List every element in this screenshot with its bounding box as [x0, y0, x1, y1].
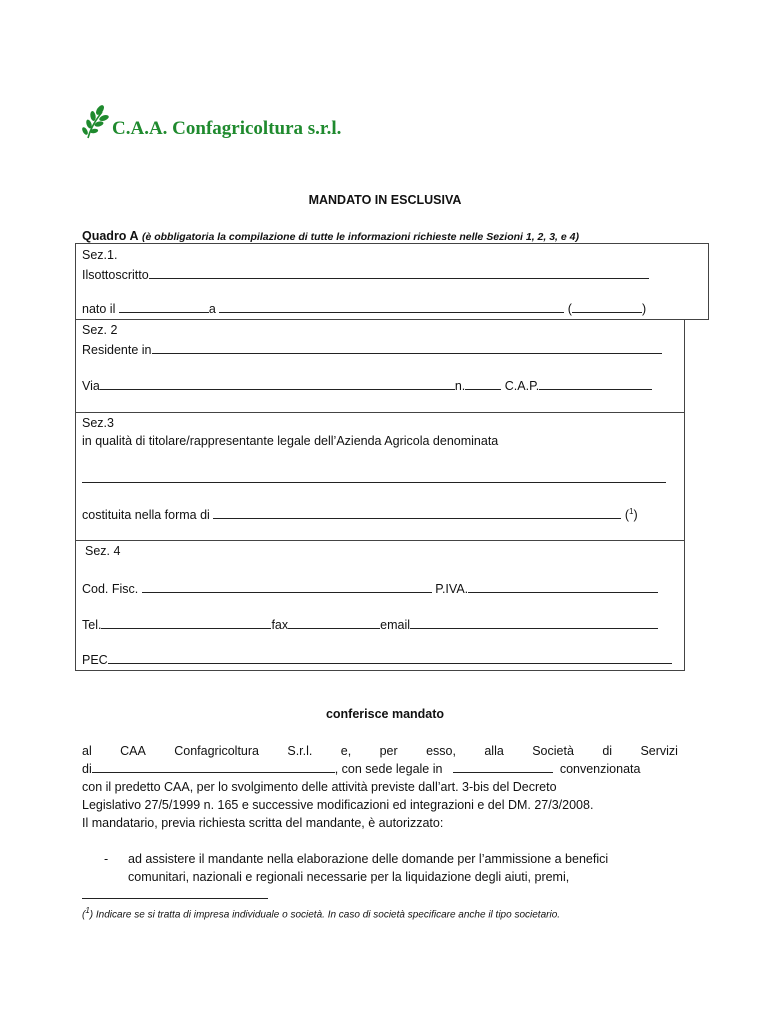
- piva-field[interactable]: [468, 580, 658, 593]
- sez2-box: [75, 319, 685, 413]
- sez4-title: Sez. 4: [85, 544, 121, 558]
- sez4-row-codfisc: [82, 580, 658, 596]
- paragraph-row-3: con il predetto CAA, per lo svolgimento delle attività previste dall’art. 3-bis del Decreto: [82, 780, 557, 794]
- mandato-paragraph: [82, 742, 678, 832]
- paragraph-row-5: Il mandatario, previa richiesta scritta del mandante, è autorizzato:: [82, 816, 444, 830]
- word: al: [82, 744, 92, 758]
- footnote-number: 1: [85, 906, 90, 915]
- sez2-row-residente: [82, 341, 662, 357]
- footnote-ref-number: 1: [628, 506, 634, 516]
- di-label: di: [82, 762, 92, 776]
- bullet-dash: -: [104, 852, 109, 866]
- sez1-row-sottoscritto: [82, 266, 649, 282]
- paragraph-row-4: Legislativo 27/5/1999 n. 165 e successive modificazioni ed integrazioni e del DM. 27/3/2008.: [82, 798, 594, 812]
- bullet-item: [104, 850, 678, 886]
- residente-field[interactable]: [152, 341, 662, 354]
- provincia-field[interactable]: [572, 300, 642, 313]
- sez3-title: Sez.3: [82, 416, 114, 430]
- section-title-mandato: conferisce mandato: [325, 707, 445, 721]
- paragraph-row-1: [82, 742, 678, 760]
- sede-label: , con sede legale in: [334, 762, 443, 776]
- word: di: [602, 744, 613, 758]
- convenzionata-label: convenzionata: [559, 762, 641, 776]
- sez3-row-costituita: [82, 506, 638, 522]
- nato-a-field[interactable]: [219, 300, 564, 313]
- costituita-field[interactable]: [213, 506, 621, 519]
- numero-field[interactable]: [465, 377, 501, 390]
- word: Società: [532, 744, 574, 758]
- nato-a-label: a: [208, 302, 216, 316]
- sez2-title: Sez. 2: [82, 323, 118, 337]
- footnote-separator: [82, 898, 268, 899]
- sottoscritto-label: Ilsottoscritto: [82, 268, 149, 282]
- word: Servizi: [640, 744, 678, 758]
- bullet-line-2: comunitari, nazionali e regionali necessarie per la liquidazione degli aiuti, premi,: [128, 870, 570, 884]
- societa-servizi-field[interactable]: [92, 760, 335, 773]
- email-field[interactable]: [410, 616, 658, 629]
- word: S.r.l.: [287, 744, 313, 758]
- cod-fisc-field[interactable]: [142, 580, 432, 593]
- denominazione-field[interactable]: [82, 470, 666, 483]
- word: e,: [340, 744, 352, 758]
- word: Confagricoltura: [174, 744, 259, 758]
- bullet-line-1: ad assistere il mandante nella elaborazione delle domande per l’ammissione a benefici: [128, 852, 609, 866]
- nato-il-label: nato il: [82, 302, 116, 316]
- sez1-title: Sez.1.: [82, 248, 118, 262]
- word: alla: [484, 744, 504, 758]
- sez3-row-denominazione: [82, 470, 666, 486]
- footnote-text: Indicare se si tratta di impresa individuale o società. In caso di società specificare anche il tipo societario.: [95, 909, 561, 921]
- sez4-row-pec: [82, 651, 672, 667]
- logo-text: C.A.A. Confagricoltura s.r.l.: [112, 118, 342, 139]
- cap-label: C.A.P.: [504, 379, 540, 393]
- nato-il-field[interactable]: [119, 300, 209, 313]
- costituita-label: costituita nella forma di: [82, 508, 210, 522]
- quadro-heading: [82, 229, 579, 243]
- pec-label: PEC: [82, 653, 108, 667]
- via-label: Via: [82, 379, 100, 393]
- company-logo: [80, 104, 341, 140]
- footnote-ref-open: (: [624, 508, 629, 522]
- footnote-ref-close: ): [633, 508, 638, 522]
- sede-legale-field[interactable]: [453, 760, 553, 773]
- word: per: [379, 744, 398, 758]
- sez2-row-via: [82, 377, 652, 393]
- tel-label: Tel.: [82, 618, 102, 632]
- fax-field[interactable]: [288, 616, 380, 629]
- piva-label: P.IVA.: [435, 582, 469, 596]
- wheat-leaf-icon: [80, 104, 110, 140]
- footnote: ($^1$) Indicare se si tratta di impresa individuale o società. In caso di società specificare anche il tipo societario.: [82, 906, 561, 921]
- provincia-paren-open: (: [567, 302, 572, 316]
- numero-label: n.: [454, 379, 466, 393]
- via-field[interactable]: [100, 377, 455, 390]
- sez3-qualita: in qualità di titolare/rappresentante legale dell’Azienda Agricola denominata: [82, 434, 499, 448]
- provincia-paren-close: ): [641, 302, 647, 316]
- footnote-ref: [625, 508, 638, 522]
- sottoscritto-field[interactable]: [149, 266, 649, 279]
- fax-label: fax: [271, 618, 289, 632]
- paragraph-row-2: [82, 760, 678, 778]
- sez4-row-tel: [82, 616, 658, 632]
- residente-label: Residente in: [82, 343, 152, 357]
- sez1-row-nato: [82, 300, 646, 316]
- cod-fisc-label: Cod. Fisc.: [82, 582, 139, 596]
- document-title: MANDATO IN ESCLUSIVA: [308, 193, 462, 207]
- quadro-label: Quadro A: [82, 229, 139, 243]
- tel-field[interactable]: [101, 616, 271, 629]
- pec-field[interactable]: [108, 651, 672, 664]
- word: CAA: [120, 744, 146, 758]
- quadro-note: (è obbligatoria la compilazione di tutte le informazioni richieste nelle Sezioni 1, 2, 3, e 4): [141, 231, 579, 243]
- email-label: email: [380, 618, 411, 632]
- word: esso,: [426, 744, 456, 758]
- cap-field[interactable]: [539, 377, 652, 390]
